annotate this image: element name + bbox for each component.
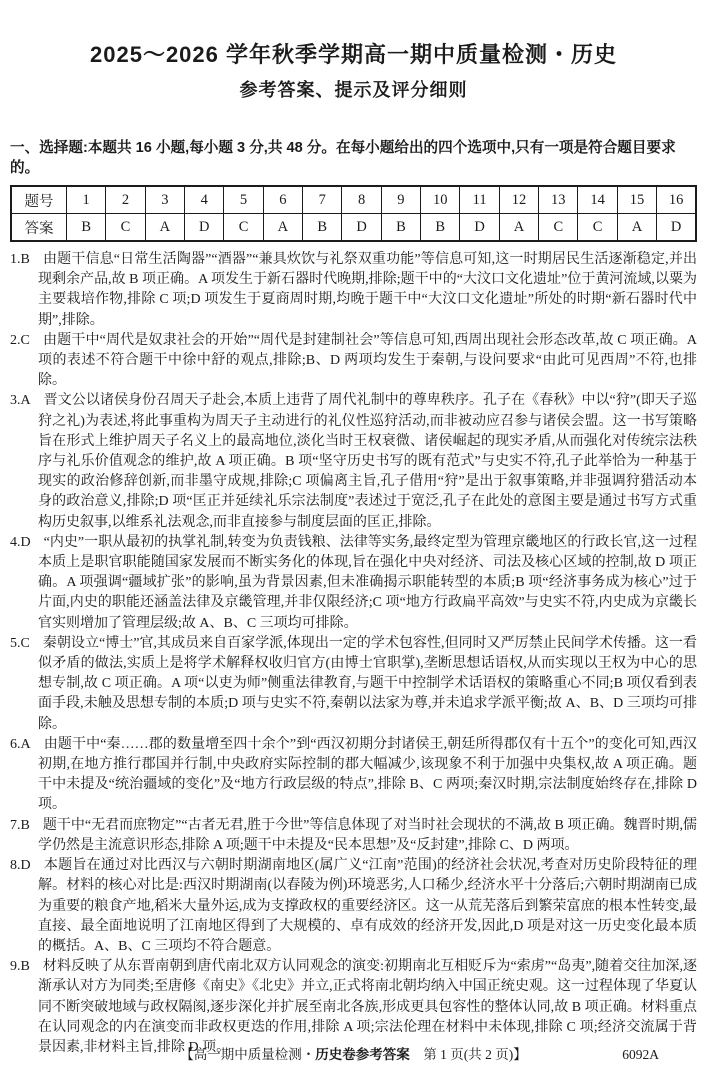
answer-cell: A bbox=[145, 214, 184, 242]
answer-cell: A bbox=[499, 214, 538, 242]
explanation-item bbox=[10, 816, 697, 856]
answer-cell: C bbox=[539, 214, 578, 242]
explanation-text: 本题旨在通过对比西汉与六朝时期湖南地区(属广义“江南”范围)的经济社会状况,考查对历史阶段特征的理解。材料的核心对比是:西汉时期湖南(以春陵为例)环境恶劣,人口稀少,经济水平十分落后;六朝时期湖南已成为重要的粮食产地,稻米大量外运,成为支撑政权的重要经济区。这一从荒芜落后到繁荣富庶的根本性转变,最直接、最全面地说明了江南地区得到了大规模的、卓有成效的经济开发,因此,D 项是对这一历史变化最本质的概括。A、B、C 三项均不符合题意。 bbox=[38, 858, 697, 954]
footer-text-bold: 历史卷参考答案 bbox=[315, 1047, 410, 1062]
row-label-answer: 答案 bbox=[11, 214, 67, 242]
row-label-number: 题号 bbox=[11, 186, 67, 214]
question-number-cell: 7 bbox=[303, 186, 342, 214]
answer-cell: C bbox=[224, 214, 263, 242]
footer-text-prefix: 【高一期中质量检测・ bbox=[180, 1047, 316, 1062]
explanation-number: 4.D bbox=[10, 534, 31, 550]
question-number-cell: 16 bbox=[657, 186, 696, 214]
explanation-text: 晋文公以诸侯身份召周天子赴会,本质上违背了周代礼制中的尊卑秩序。孔子在《春秋》中以“狩”(即天子巡狩之礼)为表述,将此事重构为周天子主动进行的礼仪性巡狩活动,而非被动应召参与诸侯会盟。这一书写策略旨在形式上维护周天子名义上的最高地位,淡化当时王权衰微、诸侯崛起的现实矛盾,从而强化对传统宗法秩序与礼乐价值观念的维护,故 A 项正确。B 项“坚守历史书写的既有范式”与史实不符,孔子此举恰为一种基于现实的政治修辞创新,而非墨守成规,排除;C 项偏离主旨,孔子借用“狩”是出于叙事策略,并非强调狩猎活动本身的政治意义,排除;D 项“匡正并延续礼乐宗法制度”表述过于宽泛,孔子在此处的意图主要是通过书写方式重构历史叙事,以维系礼法观念,而非直接参与制度层面的匡正,排除。 bbox=[38, 393, 697, 530]
explanation-item bbox=[10, 391, 697, 532]
explanation-item bbox=[10, 957, 697, 1058]
answer-cell: A bbox=[617, 214, 656, 242]
question-number-cell: 9 bbox=[381, 186, 420, 214]
answer-cell: B bbox=[67, 214, 106, 242]
explanation-number: 3.A bbox=[10, 393, 31, 409]
answer-cell: B bbox=[421, 214, 460, 242]
answer-cell: A bbox=[263, 214, 302, 242]
explanation-item bbox=[10, 735, 697, 816]
question-number-cell: 6 bbox=[263, 186, 302, 214]
footer bbox=[0, 1046, 707, 1064]
page-title: 2025～2026 学年秋季学期高一期中质量检测・历史 bbox=[90, 42, 617, 67]
explanation-number: 5.C bbox=[10, 635, 30, 651]
answer-row bbox=[11, 214, 696, 242]
answer-cell: D bbox=[460, 214, 499, 242]
answer-table bbox=[10, 185, 697, 242]
answer-cell: C bbox=[578, 214, 617, 242]
explanation-number: 2.C bbox=[10, 332, 30, 348]
page-subtitle: 参考答案、提示及评分细则 bbox=[239, 80, 468, 100]
explanation-text: 题干中“无君而庶物定”“古者无君,胜于今世”等信息体现了对当时社会现状的不满,故 B 项正确。魏晋时期,儒学仍然是主流意识形态,排除 A 项;题干中未提及“民本思想”及“反封建”,排除 C、D 两项。 bbox=[38, 817, 697, 853]
answer-cell: D bbox=[185, 214, 224, 242]
explanation-item bbox=[10, 250, 697, 331]
explanation-number: 1.B bbox=[10, 252, 30, 267]
footer-text-suffix: 第 1 页(共 2 页)】 bbox=[409, 1047, 527, 1062]
explanation-text: 由题干信息“日常生活陶器”“酒器”“兼具炊饮与礼祭双重功能”等信息可知,这一时期居民生活逐渐稳定,并出现剩余产品,故 B 项正确。A 项发生于新石器时代晚期,排除;题干中的“大汶口文化遗址”位于黄河流域,以粟为主要栽培作物,排除 C 项;D 项发生于夏商周时期,均晚于题干中“大汶口文化遗址”所处的时期“新石器时代中期”,排除。 bbox=[38, 252, 697, 328]
question-number-cell: 14 bbox=[578, 186, 617, 214]
explanation-number: 8.D bbox=[10, 858, 31, 874]
question-number-row bbox=[11, 186, 696, 214]
answer-cell: D bbox=[657, 214, 696, 242]
question-number-cell: 13 bbox=[539, 186, 578, 214]
answer-cell: D bbox=[342, 214, 381, 242]
question-number-cell: 11 bbox=[460, 186, 499, 214]
explanation-text: 材料反映了从东晋南朝到唐代南北双方认同观念的演变:初期南北互相贬斥为“索虏”“岛夷”,随着交往加深,逐渐承认对方为同类;至唐修《南史》《北史》并立,正式将南北朝均纳入中国正统史观。这一过程体现了华夏认同不断突破地域与政权隔阂,逐步深化并扩展至南北各族,形成更具包容性的整体认同,故 B 项正确。材料重点在认同观念的内在演变而非政权更迭的作用,排除 A 项;宗法伦理在材料中未体现,排除 C 项;经济交流属于背景因素,非材料主旨,排除 D 项。 bbox=[38, 959, 697, 1055]
question-number-cell: 8 bbox=[342, 186, 381, 214]
question-number-cell: 10 bbox=[421, 186, 460, 214]
explanation-text: 由题干中“周代是奴隶社会的开始”“周代是封建制社会”等信息可知,西周出现社会形态改革,故 C 项正确。A 项的表述不符合题干中徐中舒的观点,排除;B、D 两项均发生于秦朝,与设问要求“由此可见西周”不符,也排除。 bbox=[38, 332, 697, 389]
question-number-cell: 1 bbox=[67, 186, 106, 214]
explanation-number: 7.B bbox=[10, 817, 30, 833]
explanation-number: 9.B bbox=[10, 959, 30, 975]
question-number-cell: 4 bbox=[185, 186, 224, 214]
explanation-item bbox=[10, 533, 697, 634]
explanation-item bbox=[10, 331, 697, 392]
answer-cell: C bbox=[106, 214, 145, 242]
question-number-cell: 3 bbox=[145, 186, 184, 214]
section-heading: 一、选择题:本题共 16 小题,每小题 3 分,共 48 分。在每小题给出的四个选项中,只有一项是符合题目要求的。 bbox=[10, 140, 676, 176]
question-number-cell: 12 bbox=[499, 186, 538, 214]
question-number-cell: 2 bbox=[106, 186, 145, 214]
question-number-cell: 15 bbox=[617, 186, 656, 214]
explanation-item bbox=[10, 634, 697, 735]
explanation-text: 秦朝设立“博士”官,其成员来自百家学派,体现出一定的学术包容性,但同时又严厉禁止民间学术传播。这一看似矛盾的做法,实质上是将学术解释权收归官方(由博士官职掌),垄断思想话语权,从而实现以王权为中心的思想专制,故 C 项正确。A 项“以吏为师”侧重法律教育,与题干中控制学术话语权的策略重心不同;B 项仅看到表面手段,未触及思想专制的本质;D 项与史实不符,秦朝以法家为尊,并未追求学派平衡;故 A、B、D 三项均可排除。 bbox=[38, 635, 697, 732]
explanation-number: 6.A bbox=[10, 736, 31, 752]
explanations-list bbox=[10, 250, 697, 1058]
footer-code: 6092A bbox=[622, 1047, 659, 1062]
question-number-cell: 5 bbox=[224, 186, 263, 214]
explanation-text: “内史”一职从最初的执掌礼制,转变为负责钱粮、法律等实务,最终定型为管理京畿地区的行政长官,这一过程本质上是职官职能随国家发展而不断实务化的体现,旨在强化中央对经济、司法及核心区域的控制,故 D 项正确。A 项强调“疆域扩张”的影响,虽为背景因素,但未准确揭示职能转型的本质;B 项“经济事务成为核心”过于片面,内史的职能还涵盖法律及京畿管理,并非仅限经济;C 项“地方行政扁平高效”与史实不符,内史成为京畿长官实则增加了管理层级;故 A、B、C 三项均可排除。 bbox=[38, 534, 697, 631]
answer-cell: B bbox=[381, 214, 420, 242]
explanation-item bbox=[10, 856, 697, 957]
explanation-text: 由题干中“秦……郡的数量增至四十余个”到“西汉初期分封诸侯王,朝廷所得郡仅有十五个”的变化可知,西汉初期,在地方推行郡国并行制,中央政府实际控制的郡大幅减少,该现象不利于加强中央集权,故 A 项正确。题干中未提及“统治疆域的变化”及“地方行政层级的特点”,排除 B、C 两项;秦汉时期,宗法制度始终存在,排除 D 项。 bbox=[38, 736, 697, 813]
answer-cell: B bbox=[303, 214, 342, 242]
